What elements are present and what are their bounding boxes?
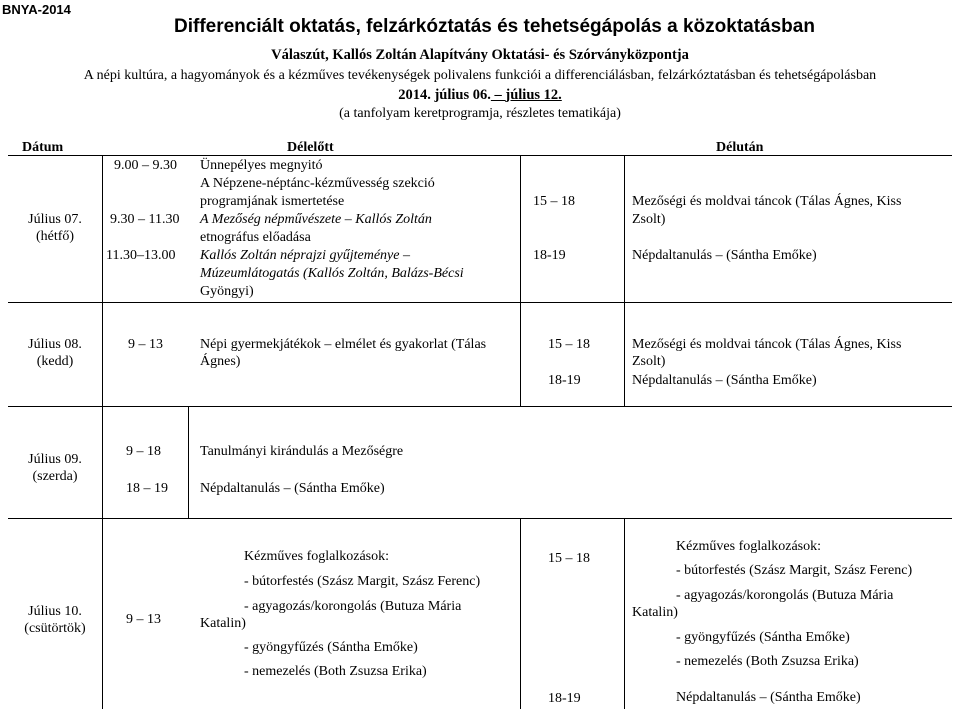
morning-line: - gyöngyfűzés (Sántha Emőke) [244,640,418,655]
col-divider-2 [520,519,521,709]
col-divider-3 [624,303,625,406]
morning-line: A Népzene-néptánc-kézművesség szekció [200,176,435,191]
day-date: Július 07. [28,212,82,227]
day-weekday: (kedd) [36,354,74,369]
day-date: Július 09. [28,452,82,467]
session-time: 9 – 13 [128,337,163,352]
afternoon-time: 18-19 [533,248,566,263]
morning-line: - agyagozás/korongolás (Butuza Mária [244,599,462,614]
row-rule-1 [8,302,952,303]
morning-line: - bútorfestés (Szász Margit, Szász Ferenc) [244,574,481,589]
day-date: Július 10. [28,604,82,619]
morning-line: programjának ismertetése [200,194,345,209]
afternoon-line: - gyöngyfűzés (Sántha Emőke) [676,630,850,645]
session-time: 9 – 13 [126,612,161,627]
morning-line: Ünnepélyes megnyitó [200,158,323,173]
date-start: 2014. július 06. [398,87,491,103]
day-weekday: (szerda) [32,469,78,484]
organization-line: Válaszút, Kallós Zoltán Alapítvány Oktatási- és Szórványközpontja [271,47,689,63]
document-code: BNYA-2014 [2,2,71,17]
morning-line: Katalin) [200,616,246,631]
morning-line: Gyöngyi) [200,284,254,299]
afternoon-line: Katalin) [632,605,678,620]
col-divider-1 [102,303,103,406]
program-note: (a tanfolyam keretprogramja, részletes tematikája) [339,106,621,121]
col-divider-3 [624,519,625,709]
session-time: 11.30–13.00 [106,248,176,263]
afternoon-time: 15 – 18 [548,551,590,566]
afternoon-line: - bútorfestés (Szász Margit, Szász Ferenc) [676,563,913,578]
day-date: Július 08. [28,337,82,352]
afternoon-line: Mezőségi és moldvai táncok (Tálas Ágnes, Kiss [632,337,902,352]
afternoon-time: 18-19 [548,691,581,706]
afternoon-line: Zsolt) [632,354,666,369]
col-divider-3 [624,156,625,302]
session-time: 9.00 – 9.30 [114,158,177,173]
morning-line: etnográfus előadása [200,230,311,245]
col-divider-2 [188,407,189,518]
morning-line: Kallós Zoltán néprajzi gyűjteménye – [200,248,410,263]
afternoon-line: - agyagozás/korongolás (Butuza Mária [676,588,894,603]
topic-line: A népi kultúra, a hagyományok és a kézműves tevékenységek polivalens funkciói a differenciálásban, felzárkóztatásban és tehetségápolásban [83,68,877,83]
col-divider-2 [520,156,521,302]
col-header-date: Dátum [22,140,64,155]
col-header-morning: Délelőtt [287,140,334,155]
afternoon-line: Népdaltanulás – (Sántha Emőke) [676,690,861,705]
day-weekday: (csütörtök) [24,621,86,636]
col-divider-1 [102,407,103,518]
date-end: július 12. [505,87,562,103]
row-rule-3 [8,518,952,519]
col-divider-1 [102,156,103,302]
day-weekday: (hétfő) [35,229,75,244]
date-separator: – [490,87,506,103]
document-title: Differenciált oktatás, felzárkóztatás és tehetségápolás a közoktatásban [174,16,815,37]
row-rule-2 [8,406,952,407]
morning-line: Ágnes) [200,354,241,369]
afternoon-line: Kézműves foglalkozások: [676,539,822,554]
afternoon-time: 18-19 [548,373,581,388]
date-line [0,87,960,104]
session-time: 9 – 18 [126,444,161,459]
morning-line: Népi gyermekjátékok – elmélet és gyakorlat (Tálas [200,337,487,352]
afternoon-line: - nemezelés (Both Zsuzsa Erika) [676,654,859,669]
morning-line: Tanulmányi kirándulás a Mezőségre [200,444,404,459]
afternoon-line: Népdaltanulás – (Sántha Emőke) [632,373,817,388]
morning-line: - nemezelés (Both Zsuzsa Erika) [244,664,427,679]
col-divider-1 [102,519,103,709]
morning-line: A Mezőség népművészete – Kallós Zoltán [200,212,432,227]
col-divider-2 [520,303,521,406]
session-time: 18 – 19 [126,481,168,496]
morning-line: Múzeumlátogatás (Kallós Zoltán, Balázs-Bécsi [200,266,464,281]
afternoon-time: 15 – 18 [548,337,590,352]
morning-line: Kézműves foglalkozások: [244,549,390,564]
afternoon-line: Zsolt) [632,212,666,227]
col-header-afternoon: Délután [716,140,764,155]
session-time: 9.30 – 11.30 [110,212,180,227]
afternoon-time: 15 – 18 [533,194,575,209]
header-rule [8,155,952,156]
afternoon-line: Mezőségi és moldvai táncok (Tálas Ágnes, Kiss [632,194,902,209]
afternoon-line: Népdaltanulás – (Sántha Emőke) [632,248,817,263]
morning-line: Népdaltanulás – (Sántha Emőke) [200,481,385,496]
